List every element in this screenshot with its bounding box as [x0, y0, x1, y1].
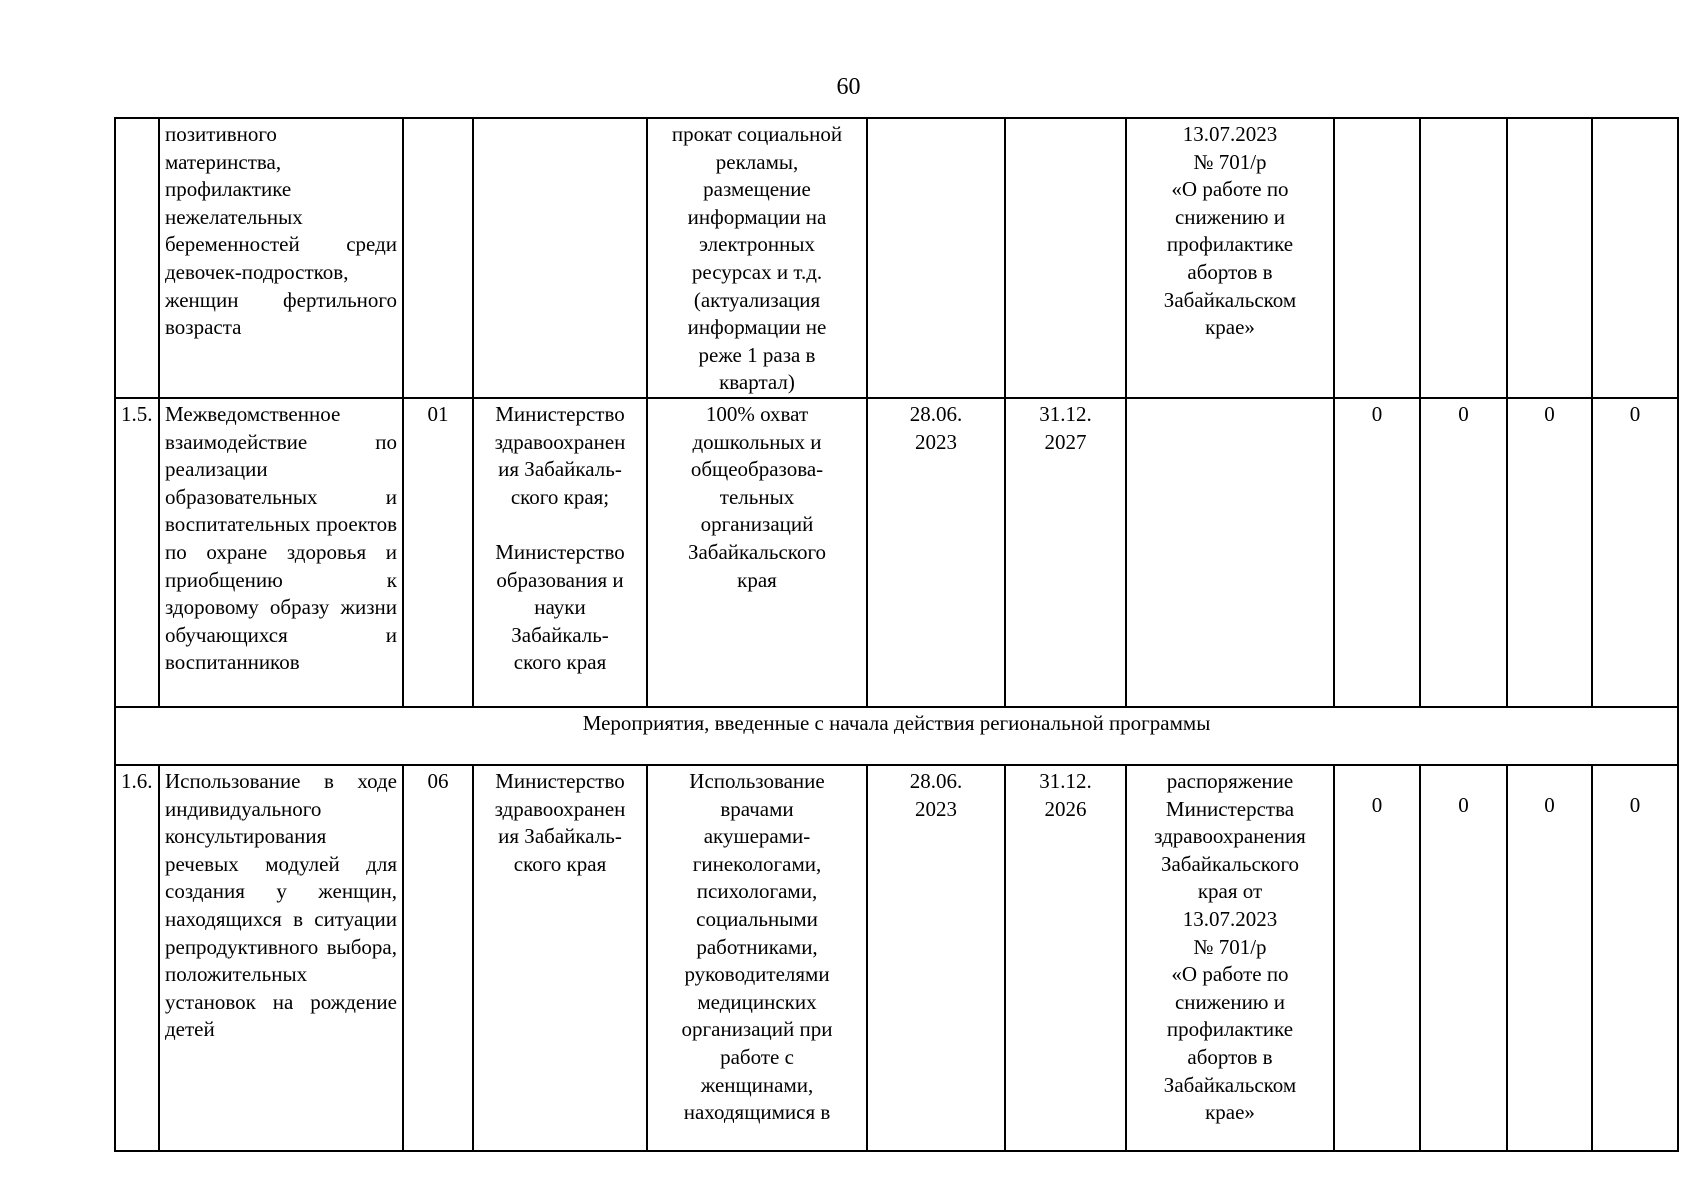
value-cell-1: 0 [1334, 398, 1420, 707]
executor-cell: Министерство здравоохранен ия Забайкаль- ского края [473, 765, 647, 1151]
value-cell-1 [1334, 118, 1420, 398]
code-cell: 01 [403, 398, 473, 707]
value-cell-2 [1420, 118, 1507, 398]
executor-cell [473, 118, 647, 398]
value-cell-1: 0 [1334, 765, 1420, 1151]
end-date-cell: 31.12. 2027 [1005, 398, 1126, 707]
row-number [115, 118, 159, 398]
value-cell-2: 0 [1420, 765, 1507, 1151]
table-row [115, 765, 1678, 1151]
basis-document-cell: 13.07.2023 № 701/р «О работе по снижению и профилактике абортов в Забайкальском крае» [1126, 118, 1334, 398]
end-date-cell [1005, 118, 1126, 398]
basis-document-cell [1126, 398, 1334, 707]
result-cell: прокат социальной рекламы, размещение информации на электронных ресурсах и т.д. (актуализация информации не реже 1 раза в квартал) [647, 118, 867, 398]
measure-name: Использование в ходе индивидуального консультирования речевых модулей для создания у женщин, находящихся в ситуации репродуктивного выбора, положительных установок на рождение детей [159, 765, 403, 1151]
row-number: 1.6. [115, 765, 159, 1151]
value-cell-3 [1507, 118, 1592, 398]
result-cell: Использование врачами акушерами- гинекологами, психологами, социальными работниками, руководителями медицинских организаций при работе с женщинами, находящимися в [647, 765, 867, 1151]
program-table [114, 117, 1679, 1152]
page-number: 60 [836, 74, 861, 100]
start-date-cell: 28.06. 2023 [867, 398, 1005, 707]
value-cell-3: 0 [1507, 765, 1592, 1151]
measure-name: Межведомственное взаимодействие по реализации образовательных и воспитательных проектов по охране здоровья и приобщению к здоровому образу жизни обучающихся и воспитанников [159, 398, 403, 707]
code-cell: 06 [403, 765, 473, 1151]
start-date-cell [867, 118, 1005, 398]
result-cell: 100% охват дошкольных и общеобразова- тельных организаций Забайкальского края [647, 398, 867, 707]
value-cell-3: 0 [1507, 398, 1592, 707]
start-date-cell: 28.06. 2023 [867, 765, 1005, 1151]
value-cell-2: 0 [1420, 398, 1507, 707]
section-heading: Мероприятия, введенные с начала действия региональной программы [115, 707, 1678, 765]
value-cell-4: 0 [1592, 765, 1678, 1151]
end-date-cell: 31.12. 2026 [1005, 765, 1126, 1151]
value-cell-4 [1592, 118, 1678, 398]
table-row [115, 118, 1678, 398]
table-row [115, 398, 1678, 707]
section-heading-row [115, 707, 1678, 765]
row-number: 1.5. [115, 398, 159, 707]
measure-name: позитивного материнства, профилактике нежелательных беременностей среди девочек-подростков, женщин фертильного возраста [159, 118, 403, 398]
value-cell-4: 0 [1592, 398, 1678, 707]
basis-document-cell: распоряжение Министерства здравоохранения Забайкальского края от 13.07.2023 № 701/р «О работе по снижению и профилактике абортов в Забайкальском крае» [1126, 765, 1334, 1151]
code-cell [403, 118, 473, 398]
executor-cell: Министерство здравоохранен ия Забайкаль- ского края; Министерство образования и науки Забайкаль- ского края [473, 398, 647, 707]
